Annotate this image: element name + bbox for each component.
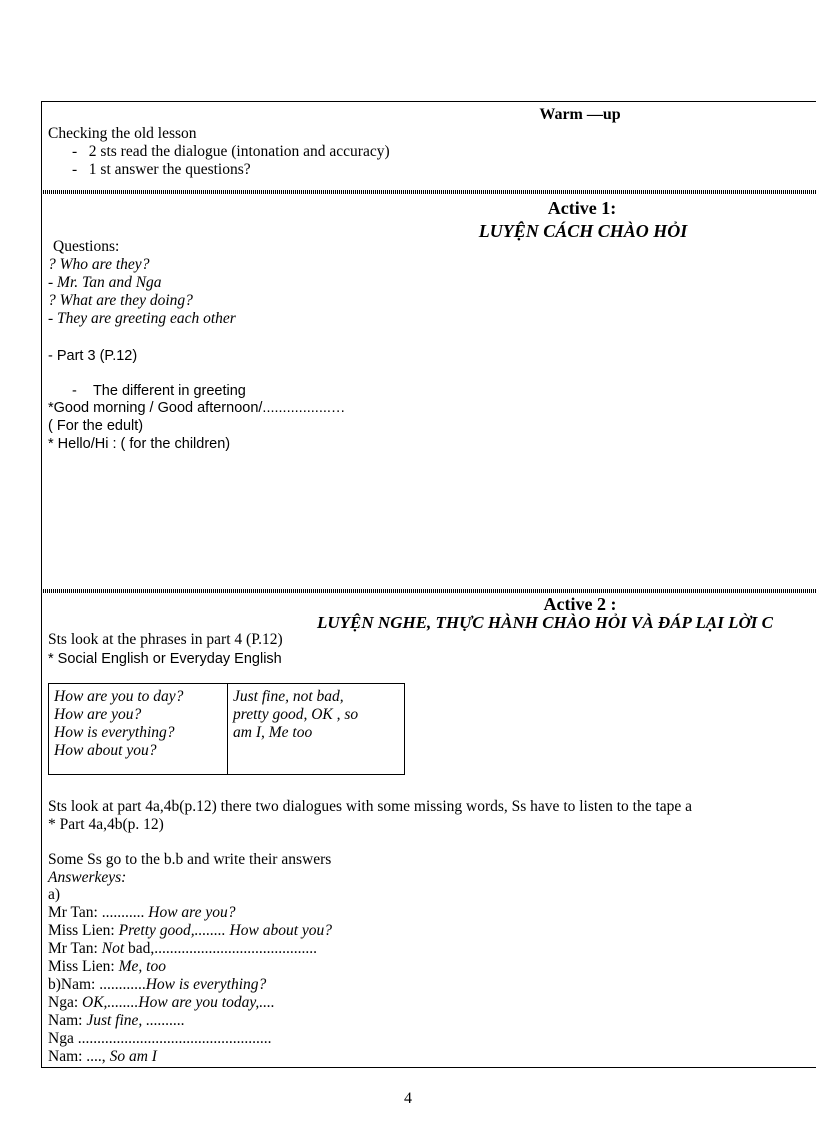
table-cell: am I, Me too	[233, 724, 313, 741]
greeting-line: * Hello/Hi : ( for the children)	[48, 436, 231, 452]
warmup-item: - 1 st answer the questions?	[72, 161, 251, 178]
table-cell: How are you to day?	[54, 688, 184, 705]
active2-heading: Active 2 :	[543, 594, 617, 614]
dialogue-line: Nam: ...., So am I	[48, 1048, 157, 1065]
greeting-line: ( For the edult)	[48, 418, 144, 434]
paragraph: Sts look at part 4a,4b(p.12) there two dialogues with some missing words, Ss have to listen to the tape a	[48, 798, 693, 815]
table-cell: Just fine, not bad,	[233, 688, 344, 705]
active1-heading: Active 1:	[547, 198, 617, 218]
active1-subheading: LUYỆN CÁCH CHÀO HỎI	[478, 221, 688, 241]
dialogue-line: Nga: OK,........How are you today,....	[48, 994, 275, 1011]
paragraph: Some Ss go to the b.b and write their answers	[48, 851, 332, 868]
table-cell: pretty good, OK , so	[233, 706, 359, 723]
part-reference: - Part 3 (P.12)	[48, 348, 138, 364]
qa-line: - Mr. Tan and Nga	[48, 274, 162, 291]
dialogue-line: Nam: Just fine, ..........	[48, 1012, 185, 1029]
greeting-difference: - The different in greeting	[72, 383, 246, 399]
table-cell: How about you?	[54, 742, 157, 759]
dialogue-line: Miss Lien: Pretty good,........ How about you?	[48, 922, 333, 939]
table-cell: How are you?	[54, 706, 142, 723]
questions-label: Questions:	[53, 238, 120, 255]
dialogue-line: Nga ..................................................	[48, 1030, 272, 1047]
paragraph: Sts look at the phrases in part 4 (P.12)	[48, 631, 283, 648]
phrases-table	[48, 683, 405, 775]
answer-a-label: a)	[48, 886, 61, 903]
dialogue-line: Mr Tan: ........... How are you?	[48, 904, 236, 921]
warmup-intro: Checking the old lesson	[48, 125, 197, 142]
warmup-heading: Warm —up	[539, 106, 621, 123]
section-divider	[41, 190, 816, 194]
warmup-item: - 2 sts read the dialogue (intonation and accuracy)	[72, 143, 390, 160]
dialogue-line: b)Nam: ............How is everything?	[48, 976, 267, 993]
table-divider	[227, 684, 228, 774]
answer-label: Answerkeys:	[48, 869, 127, 886]
paragraph: * Social English or Everyday English	[48, 651, 282, 667]
greeting-line: *Good morning / Good afternoon/.................…	[48, 400, 346, 416]
active2-subheading: LUYỆN NGHE, THỰC HÀNH CHÀO HỎI VÀ ĐÁP LẠI LỜI C	[317, 613, 774, 632]
dialogue-line: Mr Tan: Not bad,..........................................	[48, 940, 318, 957]
table-cell: How is everything?	[54, 724, 175, 741]
dialogue-line: Miss Lien: Me, too	[48, 958, 166, 975]
paragraph: * Part 4a,4b(p. 12)	[48, 816, 164, 833]
page-number: 4	[404, 1090, 412, 1107]
section-divider	[41, 589, 816, 593]
qa-line: ? Who are they?	[48, 256, 150, 273]
qa-line: - They are greeting each other	[48, 310, 236, 327]
qa-line: ? What are they doing?	[48, 292, 193, 309]
